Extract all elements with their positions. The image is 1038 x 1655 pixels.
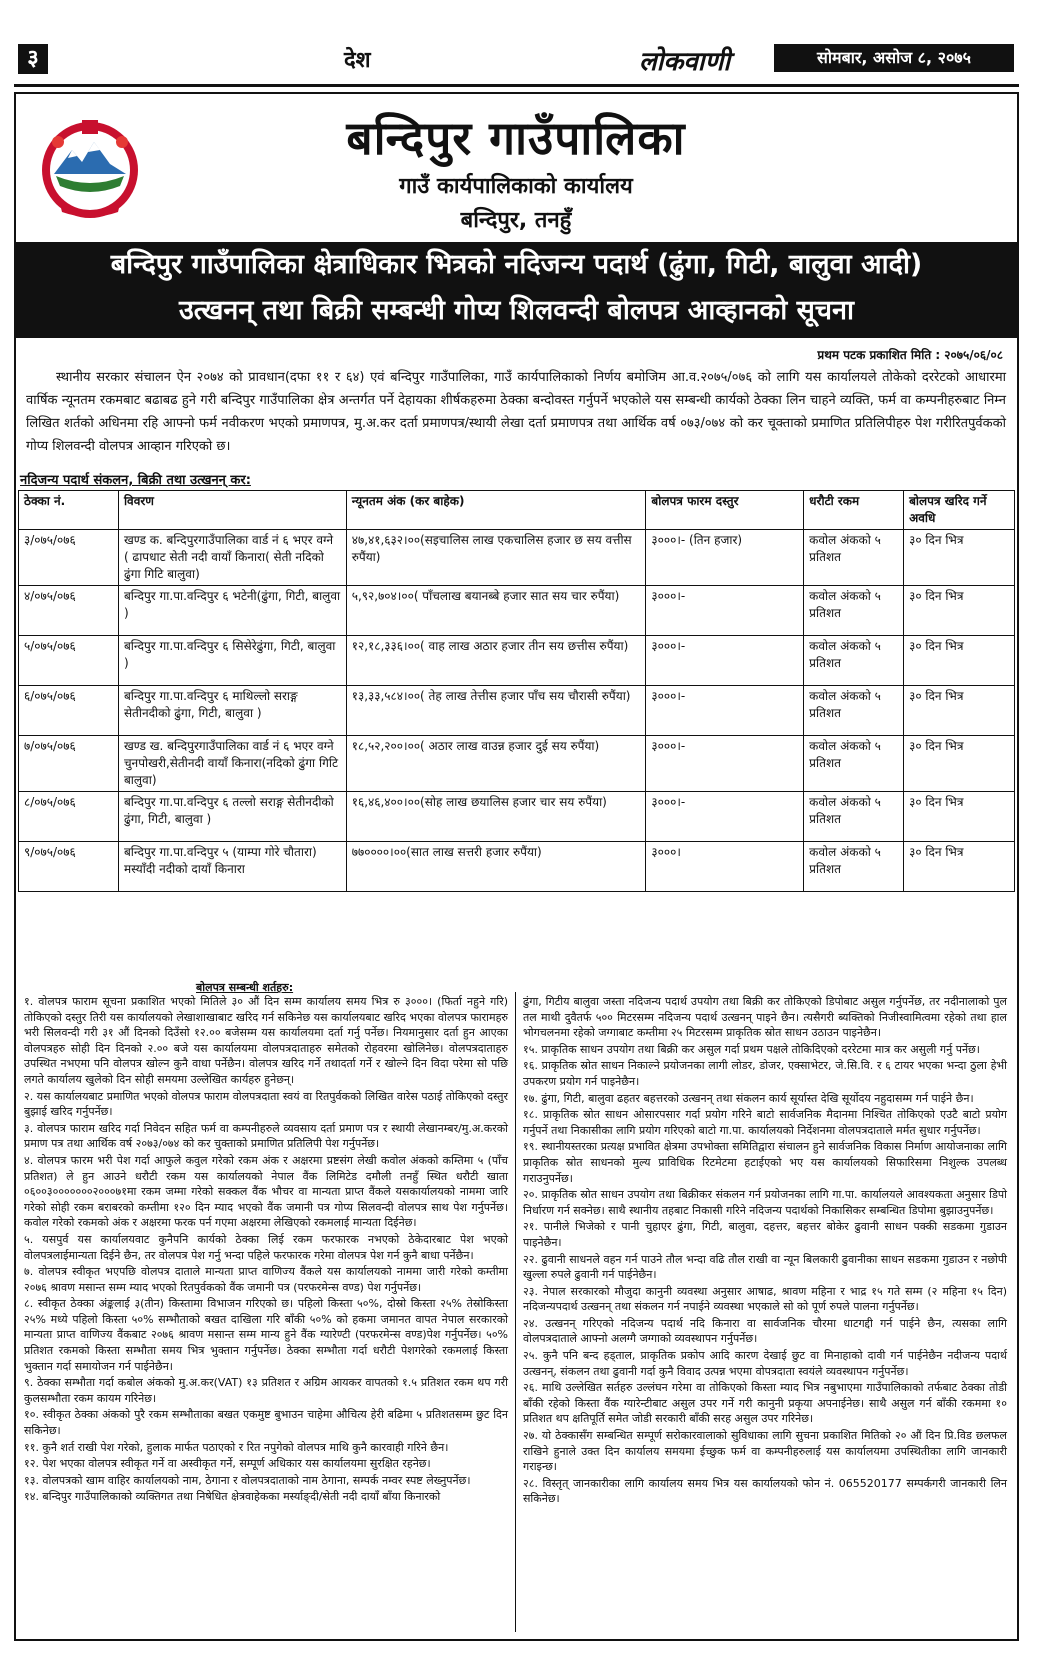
term-item: २७. यो ठेक्कासँग सम्बन्धित सम्पूर्ण सरोकारवालाको सुविधाका लागि सुचना प्रकाशित मितिको २० औं दिन प्रि.विड छलफल राखिने हुनाले उक्त दिन कार्यालय समयमा ईच्छुक फर्म वा कम्पनीहरुलाई यस कार्यालयमा उपस्थितीका लागि जानकारी गराइन्छ।: [523, 1429, 1007, 1474]
banner-line-1: बन्दिपुर गाउँपालिका क्षेत्राधिकार भित्रको नदिजन्य पदार्थ (ढुंगा, गिटी, बालुवा आदी): [110, 249, 923, 280]
term-item: ३. वोलपत्र फाराम खरिद गर्दा निवेदन सहित फर्म वा कम्पनीहरुले व्यवसाय दर्ता प्रमाण पत्र र स्थायी लेखानम्बर/मु.अ.करको प्रमाण पत्र तथा आर्थिक वर्ष २०७३/०७४ को कर चुक्ताको प्रमाणित प्रतिलिपी पेश गर्नुपर्नेछ।: [24, 1121, 508, 1151]
term-item: २८. विस्तृत् जानकारीका लागि कार्यालय समय भित्र यस कार्यालयको फोन नं. 065520177 सम्पर्कगरी जानकारी लिन सकिनेछ।: [523, 1476, 1007, 1506]
masthead: [14, 40, 1019, 87]
table-row: [19, 792, 1015, 842]
col-header: न्यूनतम अंक (कर बाहेक): [346, 491, 646, 530]
term-item: २२. ढुवानी साधनले वहन गर्न पाउने तौल भन्दा वढि तौल राखी वा न्यून बिलकारी ढुवानीका साधन सडकमा गुडाउन र नछोपी खुल्ला रुपले ढुवानी गर्न पाईनेछैन।: [523, 1252, 1007, 1282]
publication-date: प्रथम पटक प्रकाशित मिति : २०७५/०६/०८: [817, 348, 1003, 362]
contracts-table: [18, 490, 1015, 892]
terms-heading: बोलपत्र सम्बन्धी शर्तहरु:: [196, 981, 294, 994]
cell-form-fee: ३०००।-: [646, 636, 804, 686]
cell-minimum-amount: १२,१८,३३६।००( वाह लाख अठार हजार तीन सय छत्तीस रुपैंया): [346, 636, 646, 686]
term-item: ७. वोलपत्र स्वीकृत भएपछि वोलपत्र दाताले मान्यता प्राप्त वाणिज्य वैंकले यस कार्यालयको नाममा जारी गरेको कम्तीमा २०७६ श्रावण मसान्त सम्म म्याद भएको रितपुर्वकको वैंक जमानी पत्र (परफरमेन्स वण्ड) पेश गर्नुपर्नेछ।: [24, 1265, 508, 1294]
term-item: ५. यसपुर्व यस कार्यालयवाट कुनैपनि कार्यको ठेक्का लिई रकम फरफारक नभएको ठेकेदारबाट पेश भएको वोलपत्रलाईमान्यता दिईने छैन, तर वोलपत्र पेश गर्नु भन्दा पहिले फरफारक गरेमा वोलपत्र पेश गर्न कुनै बाधा पर्नेछैन।: [24, 1232, 508, 1262]
term-item: २६. माथि उल्लेखित सर्तहरु उल्लंघन गरेमा वा तोकिएको किस्ता म्याद भित्र नबुभाएमा गाउँपालिकाको तर्फबाट ठेक्का तोडी बाँकी रहेको किस्ता वैंक ग्यारेन्टीबाट असुल उपर गर्ने गरी कानुनी प्रकृया अपनाईनेछ। साथै असुल गर्न बाँकी रकममा १० प्रतिशत थप क्षतिपूर्ति समेत जोडी सरकारी बाँकी सरह असुल उपर गरिनेछ।: [523, 1381, 1007, 1426]
table-row: [19, 636, 1015, 686]
cell-minimum-amount: १६,४६,४००।००(सोह लाख छयालिस हजार चार सय रुपैंया): [346, 792, 646, 842]
term-item: १०. स्वीकृत ठेक्का अंकको पुरै रकम सम्भौताका बखत एकमुष्ट बुभाउन चाहेमा औचित्य हेरी बढिमा ५ प्रतिशतसम्म छुट दिन सकिनेछ।: [24, 1408, 508, 1438]
cell-contract-no: ६/०७५/०७६: [19, 686, 119, 736]
cell-period: ३० दिन भित्र: [904, 686, 1015, 736]
cell-minimum-amount: १३,३३,५८४।००( तेह लाख तेत्तीस हजार पाँच सय चौरासी रुपैंया): [346, 686, 646, 736]
cell-deposit: कवोल अंकको ५ प्रतिशत: [804, 736, 904, 792]
col-header: विवरण: [118, 491, 346, 530]
col-header: बोलपत्र फारम दस्तुर: [646, 491, 804, 530]
table-header: [19, 491, 1015, 530]
table-row: [19, 686, 1015, 736]
cell-contract-no: ८/०७५/०७६: [19, 792, 119, 842]
notice-banner: [16, 242, 1017, 338]
cell-form-fee: ३०००।-: [646, 792, 804, 842]
table-title: नदिजन्य पदार्थ संकलन, बिक्री तथा उत्खनन् कर:: [20, 473, 251, 488]
cell-form-fee: ३०००।: [646, 842, 804, 892]
cell-period: ३० दिन भित्र: [904, 736, 1015, 792]
cell-contract-no: ४/०७५/०७६: [19, 586, 119, 636]
term-item: १५. प्राकृतिक साधन उपयोग तथा बिक्री कर असुल गर्दा प्रथम पक्षले तोकिदिएको दररेटमा मात्र कर असुली गर्नु पर्नेछ।: [523, 1042, 980, 1056]
cell-form-fee: ३०००।- (तिन हजार): [646, 530, 804, 586]
cell-period: ३० दिन भित्र: [904, 586, 1015, 636]
cell-contract-no: ५/०७५/०७६: [19, 636, 119, 686]
term-item: २०. प्राकृतिक स्रोत साधन उपयोग तथा बिक्रीकर संकलन गर्न प्रयोजनका लागि गा.पा. कार्यालयले आवश्यकता अनुसार डिपो निर्धारण गर्न सक्नेछ। साथै स्थानीय तहबाट निकासी गरिने नदिजन्य पदार्थको निकासिकर सम्बन्धित डिपोमा बुझाउनुपर्नेछ।: [523, 1188, 1007, 1217]
terms-right-column: [523, 994, 1007, 1508]
cell-description: खण्ड क. बन्दिपुरगाउँपालिका वार्ड नं ६ भएर वग्ने ( ढापधाट सेती नदी वायाँ किनारा( सेती नदिको ढुंगा गिटि बालुवा): [118, 530, 346, 586]
office-address: बन्दिपुर, तनहुँ: [460, 208, 572, 233]
municipality-title: बन्दिपुर गाउँपालिका: [346, 111, 686, 165]
cell-minimum-amount: ५,९२,७०४।००( पाँचलाख बयानब्बे हजार सात सय चार रुपैंया): [346, 586, 646, 636]
term-item: १३. वोलपत्रको खाम वाहिर कार्यालयको नाम, ठेगाना र वोलपत्रदाताको नाम ठेगाना, सम्पर्क नम्वर स्पष्ट लेख्नुपर्नेछ।: [24, 1473, 471, 1487]
cell-contract-no: ९/०७५/०७६: [19, 842, 119, 892]
table-row: [19, 736, 1015, 792]
cell-description: बन्दिपुर गा.पा.वन्दिपुर ५ (याम्पा गोरे चौतारा) मस्याँदी नदीको दायाँ किनारा: [118, 842, 346, 892]
term-item: ४. वोलपत्र फारम भरी पेश गर्दा आफुले कवुल गरेको रकम अंक र अक्षरमा प्रष्टसंग लेखी कवोल अंकको कम्तिमा ५ (पाँच प्रतिशत) ले हुन आउने धरौटी रकम यस कार्यालयको नेपाल वैंक लिमिटेड दमौली तनहुँ स्थित धरौटी खाता ०६००३०००००००२०००७१मा रकम जम्मा गरेको सक्कल वैंक भौचर वा मान्यता प्राप्त वैंकले यसकार्यालयको नाममा जारि गरेको सोही रकम बराबरको कम्तीमा १२० दिन म्याद भएको वैंक जमानी पत्र गोप्य सिलवन्दी वोलपत्र साथ पेश गर्नुपर्नेछ। कवोल गरेको रकमको अंक र अक्षरमा फरक पर्न गएमा अक्षरमा लेखिएको रकमलाई मान्यता दिईनेछ।: [24, 1153, 508, 1230]
cell-deposit: कवोल अंकको ५ प्रतिशत: [804, 842, 904, 892]
cell-description: बन्दिपुर गा.पा.वन्दिपुर ६ भटेनी(ढुंगा, गिटी, बालुवा ): [118, 586, 346, 636]
cell-period: ३० दिन भित्र: [904, 792, 1015, 842]
banner-line-2: उत्खनन् तथा बिक्री सम्बन्धी गोप्य शिलवन्दी बोलपत्र आव्हानको सूचना: [178, 295, 854, 326]
col-header: धरौटी रकम: [804, 491, 904, 530]
cell-form-fee: ३०००।-: [646, 736, 804, 792]
cell-deposit: कवोल अंकको ५ प्रतिशत: [804, 586, 904, 636]
cell-description: बन्दिपुर गा.पा.वन्दिपुर ६ माथिल्लो सराङ्ग सेतीनदीको ढुंगा, गिटी, बालुवा ): [118, 686, 346, 736]
term-item: १७. ढुंगा, गिटी, बालुवा ढहतर बहत्तरको उत्खनन् तथा संकलन कार्य सूर्यास्त देखि सूर्योदय नहुदासम्म गर्न पाईने छैन।: [523, 1091, 974, 1105]
cell-description: खण्ड ख. बन्दिपुरगाउँपालिका वार्ड नं ६ भएर वग्ने चुनपोखरी,सेतीनदी वायाँ किनारा(नदिको ढुंगा गिटि बालुवा): [118, 736, 346, 792]
cell-description: बन्दिपुर गा.पा.वन्दिपुर ६ तल्लो सराङ्ग सेतीनदीको ढुंगा, गिटी, बालुवा ): [118, 792, 346, 842]
term-item: ११. कुनै शर्त राखी पेश गरेको, हुलाक मार्फत पठाएको र रित नपुगेको वोलपत्र माथि कुनै कारवाही गरिने छैन।: [24, 1440, 449, 1454]
cell-deposit: कवोल अंकको ५ प्रतिशत: [804, 792, 904, 842]
cell-form-fee: ३०००।-: [646, 686, 804, 736]
cell-contract-no: ३/०७५/०७६: [19, 530, 119, 586]
cell-minimum-amount: ७७००००।००(सात लाख सत्तरी हजार रुपैंया): [346, 842, 646, 892]
term-item: २. यस कार्यालयबाट प्रमाणित भएको वोलपत्र फाराम वोलपत्रदाता स्वयं वा रितपुर्वकको लिखित वारेस पठाई तोकिएको दस्तुर बुझाई खरिद गर्नुपर्नेछ।: [24, 1089, 508, 1119]
cell-deposit: कवोल अंकको ५ प्रतिशत: [804, 530, 904, 586]
page-number: ३: [18, 44, 48, 74]
term-item: १९. स्थानीयस्तरका प्रत्यक्ष प्रभावित क्षेत्रमा उपभोक्ता समितिद्वारा संचालन हुने सार्वजनिक विकास निर्माण आयोजनाका लागि प्राकृतिक स्रोत साधनको मुल्य प्राविधिक रिटमेटमा हटाईएको भए यस कार्यालयको सिफारिसमा निशुल्क उपलब्ध गराउनुपर्नेछ।: [523, 1140, 1007, 1185]
term-item: २३. नेपाल सरकारको मौजुदा कानुनी व्यवस्था अनुसार आषाढ, श्रावण महिना र भाद्र १५ गते सम्म (२ महिना १५ दिन) नदिजन्यपदार्थ उत्खनन् तथा संकलन गर्न नपाईने व्यवस्था भएकाले सो को पूर्ण रुपले पालना गर्नुपर्नेछ।: [523, 1284, 1007, 1314]
office-name: गाउँ कार्यपालिकाको कार्यालय: [399, 174, 633, 199]
cell-period: ३० दिन भित्र: [904, 530, 1015, 586]
cell-description: बन्दिपुर गा.पा.वन्दिपुर ६ सिसेरेढुंगा, गिटी, बालुवा ): [118, 636, 346, 686]
term-item: २५. कुनै पनि बन्द हड्ताल, प्राकृतिक प्रकोप आदि कारण देखाई छुट वा मिनाहाको दावी गर्न पाईनेछैन नदीजन्य पदार्थ उत्खनन्, संकलन तथा ढुवानी गर्दा कुनै विवाद उत्पन्न भएमा वोपत्रदाता स्वयंले व्यवस्थापन गर्नुपर्नेछ।: [523, 1349, 1007, 1378]
table-row: [19, 586, 1015, 636]
term-item: २१. पानीले भिजेको र पानी चुहाएर ढुंगा, गिटी, बालुवा, दहत्तर, बहत्तर बोकेर ढुवानी साधन पक्की सडकमा गुडाउन पाइनेछैन।: [523, 1220, 1007, 1249]
term-item: ९. ठेक्का सम्भौता गर्दा कबोल अंकको मु.अ.कर(VAT) १३ प्रतिशत र अग्रिम आयकर वापतको १.५ प्रतिशत रकम थप गरी कुलसम्भौता रकम कायम गरिनेछ।: [24, 1376, 508, 1405]
table-row: [19, 530, 1015, 586]
term-item: १८. प्राकृतिक स्रोत साधन ओसारपसार गर्दा प्रयोग गरिने बाटो सार्वजनिक मैदानमा निश्चित तोकिएको एउटै बाटो प्रयोग गर्नुपर्ने तथा निकासीका लागि प्रयोग गरिएको बाटो गा.पा. कार्यालयको निर्देशनमा वोलपत्रदाताले मर्मत सुधार गर्नुपर्नेछ।: [523, 1108, 1007, 1137]
cell-period: ३० दिन भित्र: [904, 636, 1015, 686]
term-item: १. वोलपत्र फाराम सूचना प्रकाशित भएको मितिले ३० औं दिन सम्म कार्यालय समय भित्र रु ३०००। (फिर्ता नहुने गरि) तोकिएको दस्तुर तिरी यस कार्यालयको लेखाशाखाबाट खरिद गर्न सकिनेछ यस कार्यालयबाट खरिद भएका वोलपत्र फारामहरु भरी सिलवन्दी गरी ३१ औं दिनको दिउँसो १२.०० बजेसम्म यस कार्यालयमा दर्ता गर्नु पर्नेछ। नियमानुसार दर्ता हुन आएका वोलपत्रहरु सोही दिन दिनको २.०० बजे यस कार्यालयमा वोलपत्रदाताहरु समेतको रोहवरमा खोलिनेछ। वोलपत्रदाताहरु उपस्थित नभएमा पनि वोलपत्र खोल्न कुनै वाधा पर्नेछैन। वोलपत्र खरिद गर्ने तथादर्ता गर्ने र खोल्ने दिन विदा परेमा सो पछि लगते कार्यालय खुलेको दिन सोही समयमा उल्लेखित कार्यहरु हुनेछन्।: [24, 995, 508, 1086]
cell-minimum-amount: १८,५२,२००।००( अठार लाख वाउन्न हजार दुई सय रुपैंया): [346, 736, 646, 792]
intro-paragraph: स्थानीय सरकार संचालन ऐन २०७४ को प्रावधान(दफा ११ र ६४) एवं बन्दिपुर गाउँपालिका, गाउँ कार्यपालिकाको निर्णय बमोजिम आ.व.२०७५/०७६ को लागि यस कार्यालयले तोकेको दररेटको आधारमा वार्षिक न्यूनतम रकमबाट बढाबढ हुने गरी बन्दिपुर गाउँपालिका क्षेत्र अन्तर्गत पर्ने देहायका शीर्षकहरुमा ठेक्का बन्दोवस्त गर्नुपर्ने भएकोले यस सम्बन्धी कार्यको ठेक्का लिन चाहने व्यक्ति, फर्म वा कम्पनीहरुबाट निम्न लिखित शर्तको अधिनमा रहि आफ्नो फर्म नवीकरण भएको प्रमाणपत्र, मु.अ.कर दर्ता प्रमाणपत्र/स्थायी लेखा दर्ता प्रमाणपत्र तथा आर्थिक वर्ष ०७३/०७४ को कर चूक्ताको प्रमाणित प्रतिलिपीहरु पेश गरीरितपुर्वकको गोप्य शिलवन्दी वोलपत्र आव्हान गरिएको छ।: [26, 370, 1006, 454]
issue-date: सोमबार, असोज ८, २०७५: [774, 44, 1014, 72]
cell-form-fee: ३०००।-: [646, 586, 804, 636]
term-item: १४. बन्दिपुर गाउँपालिकाको व्यक्तिगत तथा निषेधित क्षेत्रवाहेकका मर्स्याङ्दी/सेती नदी दायाँ बाँया किनारको: [24, 1490, 441, 1504]
term-item: २४. उत्खनन् गरिएको नदिजन्य पदार्थ नदि किनारा वा सार्वजनिक चौरमा धाटगद्दी गर्न पाईने छैन, त्यसका लागि वोलपत्रदाताले आफ्नो अलग्गै जग्गाको व्यवस्थापन गर्नुपर्नेछ।: [523, 1316, 1007, 1346]
notice-box: [14, 92, 1019, 1641]
cell-contract-no: ७/०७५/०७६: [19, 736, 119, 792]
term-item: ८. स्वीकृत ठेक्का अंङ्कलाई ३(तीन) किस्तामा विभाजन गरिएको छ। पहिलो किस्ता ५०%, दोस्रो किस्ता २५% तेस्रोकिस्ता २५% मध्ये पहिलो किस्ता ५०% सम्भौताको बखत दाखिला गरि बाँकी ५०% को हकमा जमानत वापत नेपाल सरकारको मान्यता प्राप्त वाणिज्य वैंकबाट २०७६ श्रावण मसान्त सम्म मान्य हुने वैंक ग्यारेण्टी (परफरमेन्स वण्ड)पेश गर्नुपर्नेछ। ५०% प्रतिशत रकमको किस्ता सम्भौता समय भित्र भुक्तान गर्नुपर्नेछ। ठेक्का सम्भौता गर्दा धरौटी पेशगरेको रकमलाई किस्ता भुक्तान गर्दा समायोजन गर्न पाईनेछैन।: [24, 1297, 508, 1373]
col-header: बोलपत्र खरिद गर्ने अवधि: [904, 491, 1015, 530]
cell-minimum-amount: ४७,४१,६३२।००(सइचालिस लाख एकचालिस हजार छ सय वत्तीस रुपैंया): [346, 530, 646, 586]
col-header: ठेक्का नं.: [19, 491, 119, 530]
column-divider: [515, 992, 516, 1632]
section-name: देश: [344, 48, 371, 73]
term-item: १६. प्राकृतिक स्रोत साधन निकाल्ने प्रयोजनका लागी लोडर, डोजर, एक्साभेटर, जे.सि.वि. र ६ टायर भएका भन्दा ठुला हेभी उपकरण प्रयोग गर्न पाइनेछैन।: [523, 1059, 1007, 1088]
newspaper-page: [14, 30, 1019, 1640]
term-item: ढुंगा, गिटीय बालुवा जस्ता नदिजन्य पदार्थ उपयोग तथा बिक्री कर तोकिएको डिपोबाट असुल गर्नुपर्नेछ, तर नदीनालाको पुल तल माथी दुवैतर्फ ५०० मिटरसम्म नदिजन्य पदार्थ उत्खनन् पाइने छैन। त्यसैगरी ब्यक्तिको निजीस्वामित्वमा रहेको तथा हाल भोगचलनमा रहेको जग्गाबाट कम्तीमा २५ मिटरसम्म प्राकृतिक स्रोत साधन उठाउन पाइनेछैन।: [523, 995, 1007, 1040]
term-item: १२. पेश भएका वोलपत्र स्वीकृत गर्ने वा अस्वीकृत गर्ने, सम्पूर्ण अधिकार यस कार्यालयमा सुरक्षित रहनेछ।: [24, 1457, 431, 1471]
newspaper-name: लोकवाणी: [639, 47, 731, 77]
cell-period: ३० दिन भित्र: [904, 842, 1015, 892]
table-row: [19, 842, 1015, 892]
cell-deposit: कवोल अंकको ५ प्रतिशत: [804, 636, 904, 686]
nepal-government-emblem-icon: [30, 112, 150, 222]
cell-deposit: कवोल अंकको ५ प्रतिशत: [804, 686, 904, 736]
terms-left-column: [24, 994, 508, 1506]
